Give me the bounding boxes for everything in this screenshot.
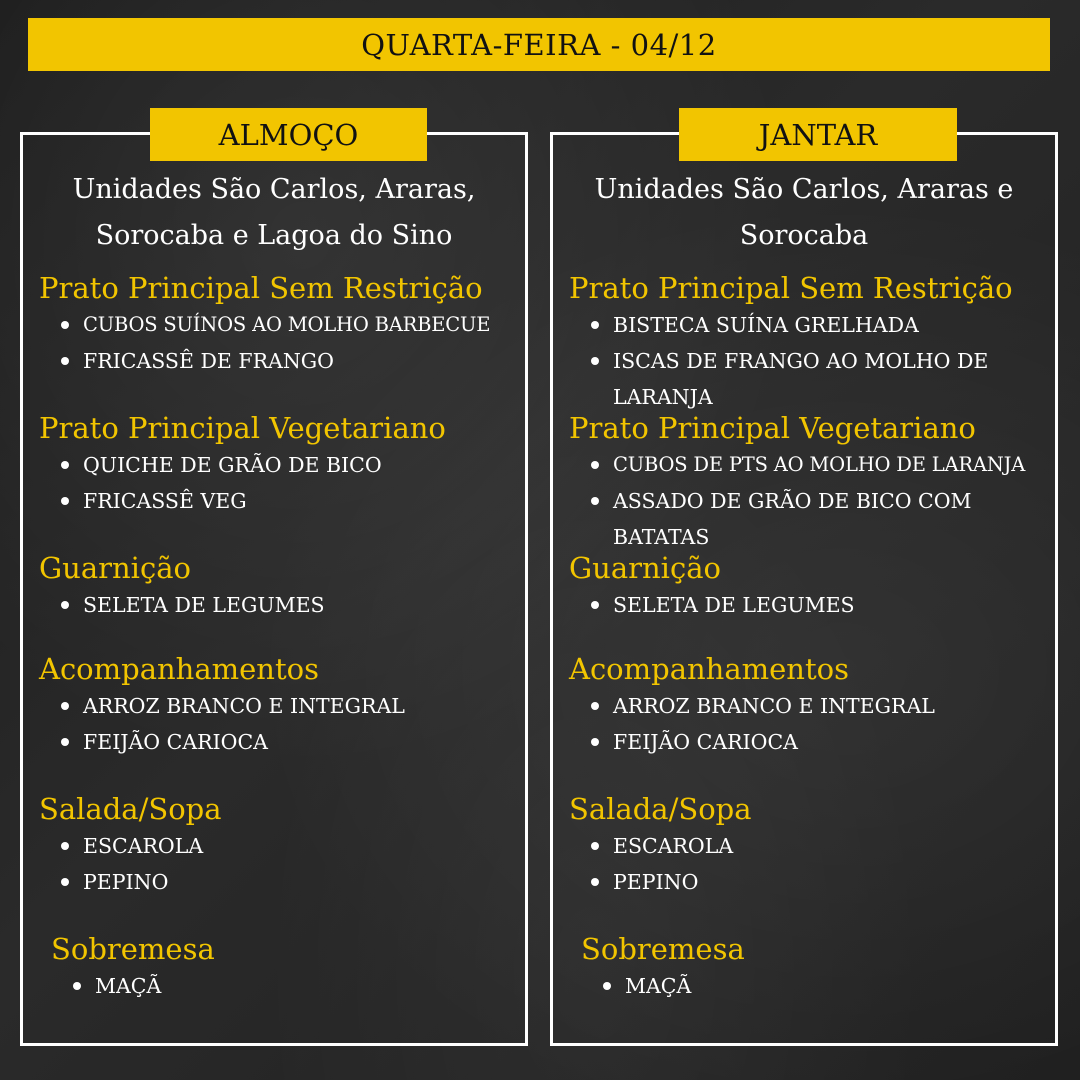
item-list <box>51 968 521 1004</box>
item-list <box>569 447 1051 555</box>
item-list <box>39 307 521 379</box>
menu-item: SELETA DE LEGUMES <box>39 587 521 623</box>
item-list <box>569 307 1051 415</box>
item-list <box>39 828 521 900</box>
item-list <box>39 447 521 519</box>
menu-item: PEPINO <box>569 864 1051 900</box>
item-list <box>569 688 1051 760</box>
dinner-units-line: Sorocaba <box>739 220 869 251</box>
menu-item: FEIJÃO CARIOCA <box>569 724 1051 760</box>
menu-item: FRICASSÊ DE FRANGO <box>39 343 521 379</box>
item-list <box>569 587 1051 623</box>
lunch-tag-label: ALMOÇO <box>218 117 359 152</box>
menu-item: ASSADO DE GRÃO DE BICO COM BATATAS <box>569 483 1051 555</box>
dinner-section-main <box>569 271 1051 415</box>
menu-item: ESCAROLA <box>39 828 521 864</box>
lunch-section-sides <box>39 652 521 760</box>
dinner-units <box>553 167 1055 259</box>
menu-item: BISTECA SUÍNA GRELHADA <box>569 307 1051 343</box>
lunch-section-salad <box>39 792 521 900</box>
lunch-units-line: Unidades São Carlos, Araras, <box>72 174 476 205</box>
day-title: QUARTA-FEIRA - 04/12 <box>361 27 717 62</box>
dinner-section-garnish <box>569 551 1051 623</box>
menu-item: ARROZ BRANCO E INTEGRAL <box>39 688 521 724</box>
section-title: Prato Principal Sem Restrição <box>39 271 483 305</box>
section-title: Guarnição <box>39 551 191 585</box>
section-title: Acompanhamentos <box>39 652 319 686</box>
lunch-section-dessert <box>51 932 521 1004</box>
item-list <box>39 688 521 760</box>
menu-item: ISCAS DE FRANGO AO MOLHO DE LARANJA <box>569 343 1051 415</box>
lunch-tag <box>150 108 427 161</box>
item-list <box>39 587 521 623</box>
lunch-section-garnish <box>39 551 521 623</box>
dinner-tag-label: JANTAR <box>758 117 878 152</box>
lunch-units <box>23 167 525 259</box>
menu-item: FEIJÃO CARIOCA <box>39 724 521 760</box>
section-title: Salada/Sopa <box>569 792 752 826</box>
dinner-tag <box>679 108 957 161</box>
section-title: Salada/Sopa <box>39 792 222 826</box>
menu-item: FRICASSÊ VEG <box>39 483 521 519</box>
menu-item: SELETA DE LEGUMES <box>569 587 1051 623</box>
menu-item: QUICHE DE GRÃO DE BICO <box>39 447 521 483</box>
item-list <box>581 968 1051 1004</box>
section-title: Prato Principal Vegetariano <box>39 411 446 445</box>
menu-item: MAÇÃ <box>581 968 1051 1004</box>
dinner-section-salad <box>569 792 1051 900</box>
menu-item: ARROZ BRANCO E INTEGRAL <box>569 688 1051 724</box>
lunch-section-main <box>39 271 521 379</box>
dinner-section-dessert <box>581 932 1051 1004</box>
section-title: Sobremesa <box>581 932 745 966</box>
menu-item: PEPINO <box>39 864 521 900</box>
dinner-units-line: Unidades São Carlos, Araras e <box>594 174 1014 205</box>
item-list <box>569 828 1051 900</box>
dinner-section-vegetarian <box>569 411 1051 555</box>
day-title-banner <box>28 18 1050 71</box>
section-title: Prato Principal Sem Restrição <box>569 271 1013 305</box>
dinner-panel <box>550 117 1058 1046</box>
menu-item: MAÇÃ <box>51 968 521 1004</box>
menu-item: CUBOS DE PTS AO MOLHO DE LARANJA <box>569 447 1051 483</box>
menu-item: ESCAROLA <box>569 828 1051 864</box>
section-title: Sobremesa <box>51 932 215 966</box>
dinner-section-sides <box>569 652 1051 760</box>
menu-item: CUBOS SUÍNOS AO MOLHO BARBECUE <box>39 307 521 343</box>
lunch-section-vegetarian <box>39 411 521 519</box>
lunch-units-line: Sorocaba e Lagoa do Sino <box>95 220 453 251</box>
lunch-panel <box>20 117 528 1046</box>
section-title: Acompanhamentos <box>569 652 849 686</box>
section-title: Guarnição <box>569 551 721 585</box>
section-title: Prato Principal Vegetariano <box>569 411 976 445</box>
